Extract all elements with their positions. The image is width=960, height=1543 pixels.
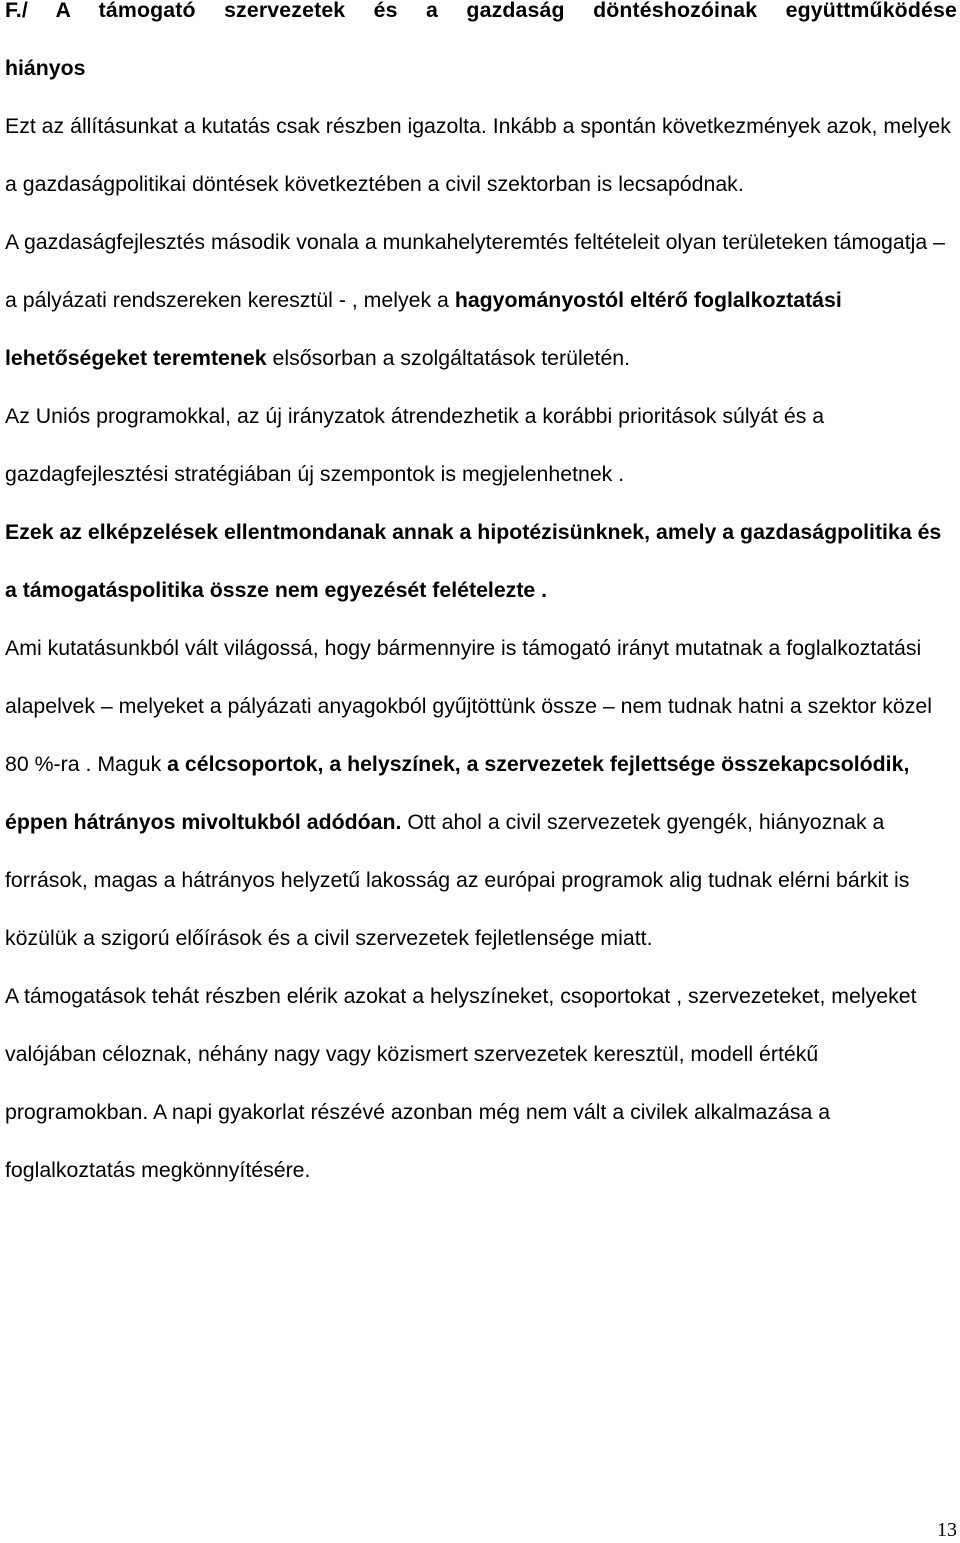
paragraph-4-emphasis: Ezek az elképzelések ellentmondanak annak a hipotézisünknek, amely a gazdaságpolitika és a támogatáspolitika össze nem egyezését felételezte . xyxy=(5,520,942,602)
paragraph-5 xyxy=(5,619,957,967)
section-heading-continuation: hiányos xyxy=(5,56,86,80)
paragraph-3 xyxy=(5,387,957,503)
paragraph-2-text-end: elsősorban a szolgáltatások területén. xyxy=(266,346,631,370)
paragraph-2-emphasis: hagyományostól eltérő foglalkoztatási lehetőségeket teremtenek xyxy=(5,288,842,370)
paragraph-5-text: Ami kutatásunkból vált világossá, hogy bármennyire is támogató irányt mutatnak a foglalkoztatási alapelvek – melyeket a pályázati anyagokból gyűjtöttünk össze – nem tudnak hatni a szektor közel 80 %-ra . Maguk xyxy=(5,636,932,776)
paragraph-6 xyxy=(5,967,957,1199)
paragraph-6-text: A támogatások tehát részben elérik azokat a helyszíneket, csoportokat , szervezeteket, melyeket valójában céloznak, néhány nagy vagy közismert szervezetek keresztül, modell értékű programokban. A napi gyakorlat részévé azonban még nem vált a civilek alkalmazása a foglalkoztatás megkönnyítésére. xyxy=(5,984,917,1182)
section-heading: F./ A támogató szervezetek és a gazdaság döntéshozóinak együttműködése xyxy=(5,0,957,22)
paragraph-1-text: Ezt az állításunkat a kutatás csak részben igazolta. Inkább a spontán következmények azok, melyek a gazdaságpolitikai döntések következtében a civil szektorban is lecsapódnak. xyxy=(5,114,951,196)
paragraph-5-emphasis: a célcsoportok, a helyszínek, a szervezetek fejlettsége összekapcsolódik, éppen hátrányos mivoltukból adódóan. xyxy=(5,752,910,834)
document-page xyxy=(5,0,957,1199)
paragraph-3-text: Az Uniós programokkal, az új irányzatok átrendezhetik a korábbi prioritások súlyát és a gazdagfejlesztési stratégiában új szempontok is megjelenhetnek . xyxy=(5,404,825,486)
paragraph-4 xyxy=(5,503,957,619)
paragraph-1 xyxy=(5,97,957,213)
paragraph-2-text: A gazdaságfejlesztés második vonala a munkahelyteremtés feltételeit olyan területeken támogatja – a pályázati rendszereken keresztül - , melyek a xyxy=(5,230,945,312)
paragraph-2 xyxy=(5,213,957,387)
paragraph-5-text-end: Ott ahol a civil szervezetek gyengék, hiányoznak a források, magas a hátrányos helyzetű lakosság az európai programok alig tudnak elérni bárkit is közülük a szigorú előírások és a civil szervezetek fejletlensége miatt. xyxy=(5,810,910,950)
page-number: 13 xyxy=(937,1519,957,1541)
